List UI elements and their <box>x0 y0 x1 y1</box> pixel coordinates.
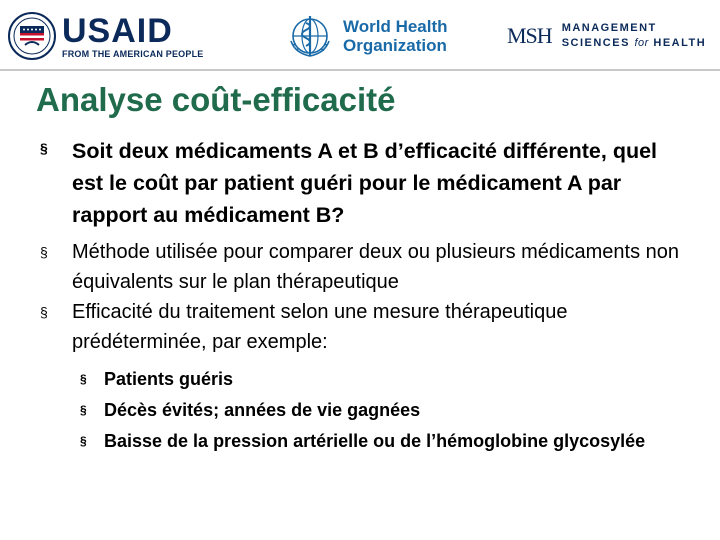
slide-body <box>40 135 680 457</box>
msh-name-line2: SCIENCES for HEALTH <box>561 37 707 49</box>
who-logo <box>285 8 448 64</box>
bullet-text: Méthode utilisée pour comparer deux ou plusieurs médicaments non équivalents sur le plan thérapeutique <box>72 241 680 293</box>
bullet-item <box>40 237 680 297</box>
bullet-item <box>40 297 680 357</box>
sub-bullet-list <box>40 364 680 457</box>
logo-bar <box>0 0 720 72</box>
bullet-marker: § <box>80 434 87 448</box>
who-emblem-icon <box>285 11 335 61</box>
slide-title: Analyse coût-efficacité <box>36 81 396 118</box>
sub-bullet-item <box>80 426 680 457</box>
bullet-marker: § <box>80 372 87 386</box>
usaid-seal-icon <box>8 12 56 60</box>
usaid-wordmark: USAID <box>62 11 173 50</box>
sub-bullet-text: Baisse de la pression artérielle ou de l’hémoglobine glycosylée <box>104 431 646 451</box>
bullet-item <box>40 135 680 231</box>
msh-name-line1: MANAGEMENT <box>561 22 657 34</box>
bullet-marker: § <box>40 244 48 260</box>
bullet-marker: § <box>40 304 48 320</box>
msh-logo <box>507 8 706 64</box>
usaid-logo <box>8 8 203 64</box>
bullet-marker: § <box>40 140 48 156</box>
msh-monogram: MSH <box>507 23 552 48</box>
usaid-tagline: FROM THE AMERICAN PEOPLE <box>62 48 204 59</box>
sub-bullet-item <box>80 364 680 395</box>
bullet-text: Soit deux médicaments A et B d’efficacité différente, quel est le coût par patient guéri pour le médicament A par rapport au médicament B? <box>72 139 658 227</box>
header-divider <box>0 69 720 71</box>
who-name-line2: Organization <box>343 36 447 55</box>
who-name-line1: World Health <box>343 17 448 36</box>
bullet-marker: § <box>80 403 87 417</box>
sub-bullet-text: Patients guéris <box>104 369 234 389</box>
bullet-text: Efficacité du traitement selon une mesure thérapeutique prédéterminée, par exemple: <box>72 301 568 353</box>
sub-bullet-item <box>80 395 680 426</box>
sub-bullet-text: Décès évités; années de vie gagnées <box>104 400 421 420</box>
